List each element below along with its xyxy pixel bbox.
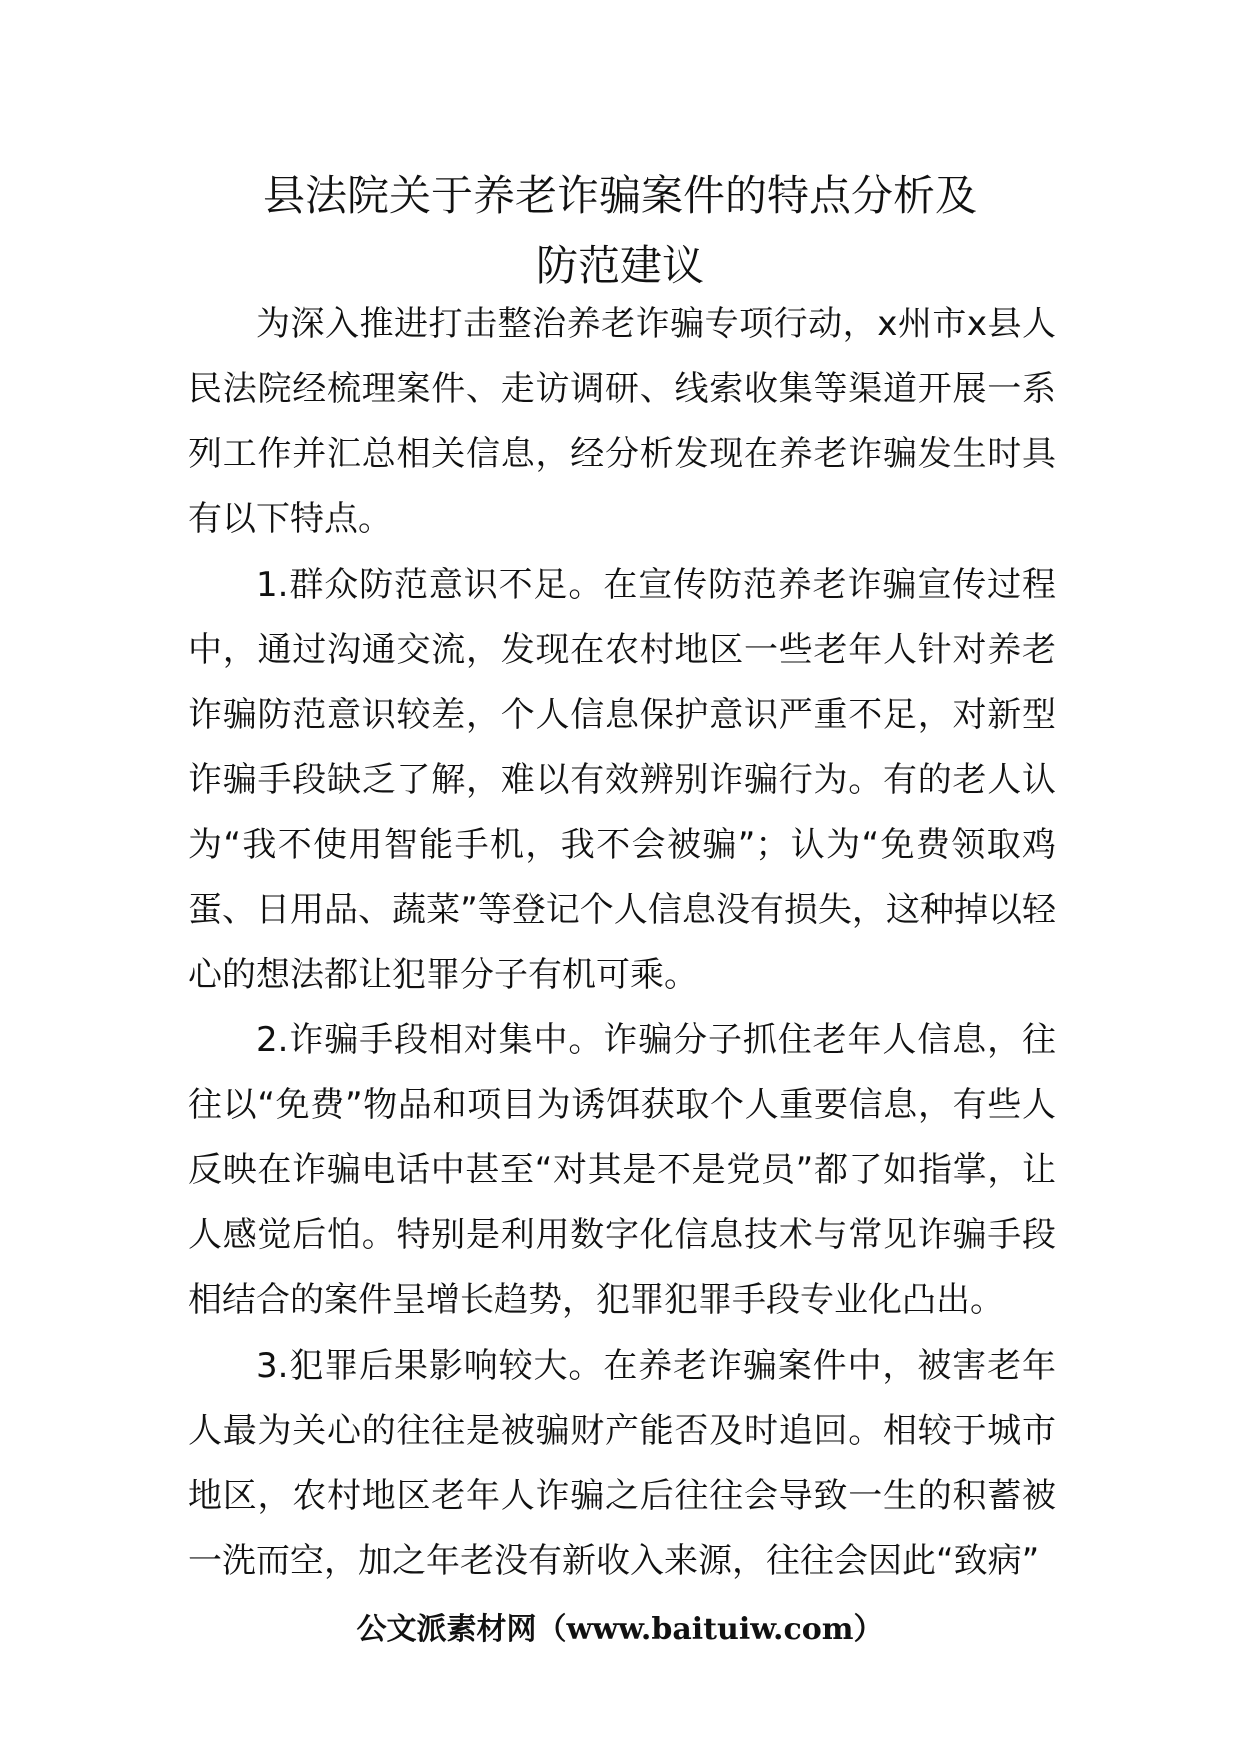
paragraph-point-1: 1.群众防范意识不足。在宣传防范养老诈骗宣传过程中，通过沟通交流，发现在农村地区一些老年人针对养老诈骗防范意识较差，个人信息保护意识严重不足，对新型诈骗手段缺乏了解，难以有效辨别诈骗行为。有的老人认为“我不使用智能手机，我不会被骗”；认为“免费领取鸡蛋、日用品、蔬菜”等登记个人信息没有损失，这种掉以轻心的想法都让犯罪分子有机可乘。	[188, 565, 1056, 995]
paragraph-point-2: 2.诈骗手段相对集中。诈骗分子抓住老年人信息，往往以“免费”物品和项目为诱饵获取个人重要信息，有些人反映在诈骗电话中甚至“对其是不是党员”都了如指掌，让人感觉后怕。特别是利用数字化信息技术与常见诈骗手段相结合的案件呈增长趋势，犯罪犯罪手段专业化凸出。	[188, 1020, 1056, 1320]
paragraph-intro: 为深入推进打击整治养老诈骗专项行动，x州市x县人民法院经梳理案件、走访调研、线索收集等渠道开展一系列工作并汇总相关信息，经分析发现在养老诈骗发生时具有以下特点。	[188, 304, 1056, 539]
document-title-line-2: 防范建议	[535, 241, 704, 290]
footer-watermark: 公文派素材网（www.baituiw.com）	[356, 1612, 884, 1647]
document-title-line-1: 县法院关于养老诈骗案件的特点分析及	[262, 171, 977, 220]
paragraph-point-3: 3.犯罪后果影响较大。在养老诈骗案件中，被害老年人最为关心的往往是被骗财产能否及时追回。相较于城市地区，农村地区老年人诈骗之后往往会导致一生的积蓄被一洗而空，加之年老没有新收入来源，往往会因此“致病”	[188, 1346, 1056, 1581]
